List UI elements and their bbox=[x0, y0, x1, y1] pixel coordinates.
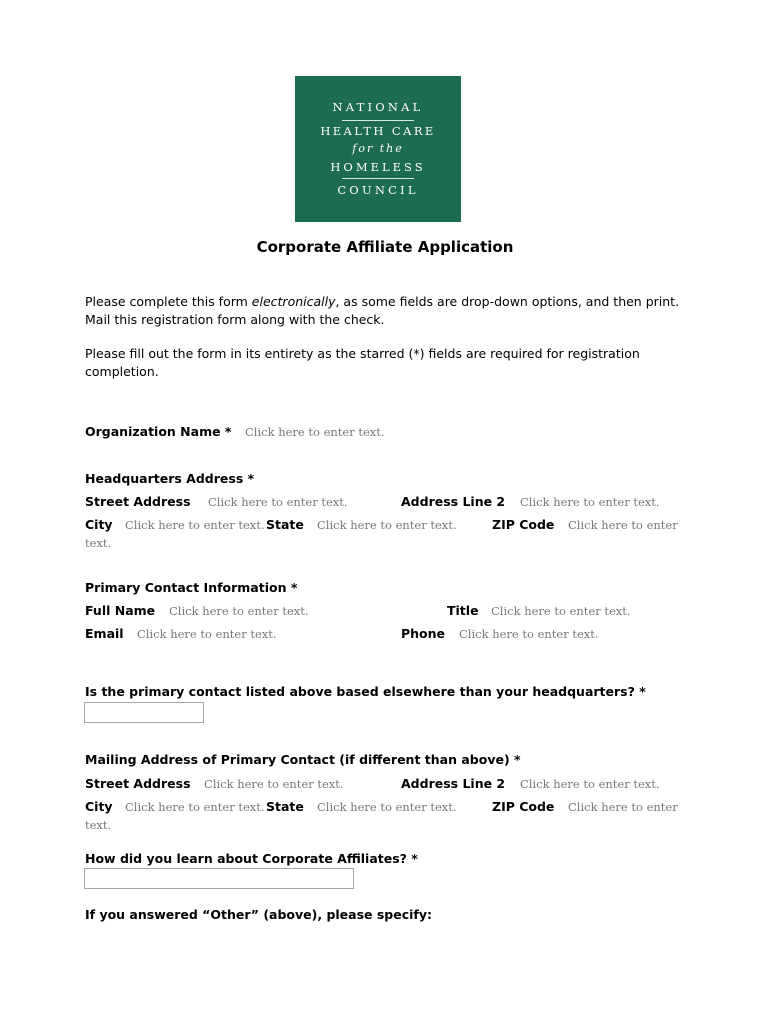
hq-zip-field[interactable]: Click here to enter bbox=[568, 518, 678, 532]
fullname-label: Full Name bbox=[85, 603, 156, 618]
hq-zip-field-wrap[interactable]: text. bbox=[85, 536, 112, 550]
mailing-state-label: State bbox=[266, 799, 304, 814]
mailing-zip-label: ZIP Code bbox=[492, 799, 555, 814]
mailing-state-field[interactable]: Click here to enter text. bbox=[317, 800, 457, 814]
intro-paragraph-2: Please fill out the form in its entirety as the starred (*) fields are required for registration completion. bbox=[85, 346, 640, 379]
council-logo bbox=[295, 76, 461, 222]
mailing-city-label: City bbox=[85, 799, 113, 814]
title-label: Title bbox=[447, 603, 479, 618]
learn-dropdown[interactable] bbox=[84, 868, 354, 889]
hq-line2-label: Address Line 2 bbox=[401, 494, 506, 509]
hq-zip-label: ZIP Code bbox=[492, 517, 555, 532]
hq-street-label: Street Address bbox=[85, 494, 191, 509]
logo-line-for-the: for the bbox=[352, 142, 404, 155]
mailing-heading: Mailing Address of Primary Contact (if different than above) * bbox=[85, 752, 521, 767]
contact-heading: Primary Contact Information * bbox=[85, 580, 298, 595]
logo-divider bbox=[342, 120, 414, 121]
hq-line2-field[interactable]: Click here to enter text. bbox=[520, 495, 660, 509]
mailing-zip-field-wrap[interactable]: text. bbox=[85, 818, 112, 832]
hq-heading: Headquarters Address * bbox=[85, 471, 255, 486]
email-field[interactable]: Click here to enter text. bbox=[137, 627, 277, 641]
mailing-line2-field[interactable]: Click here to enter text. bbox=[520, 777, 660, 791]
mailing-city-field[interactable]: Click here to enter text. bbox=[125, 800, 265, 814]
mailing-line2-label: Address Line 2 bbox=[401, 776, 506, 791]
organization-name-field[interactable]: Click here to enter text. bbox=[245, 425, 385, 439]
page-title: Corporate Affiliate Application bbox=[256, 238, 514, 256]
title-field[interactable]: Click here to enter text. bbox=[491, 604, 631, 618]
organization-name-label: Organization Name * bbox=[85, 424, 232, 439]
mailing-street-field[interactable]: Click here to enter text. bbox=[204, 777, 344, 791]
phone-field[interactable]: Click here to enter text. bbox=[459, 627, 599, 641]
fullname-field[interactable]: Click here to enter text. bbox=[169, 604, 309, 618]
mailing-zip-field[interactable]: Click here to enter bbox=[568, 800, 678, 814]
logo-line-council: COUNCIL bbox=[337, 183, 419, 197]
hq-state-field[interactable]: Click here to enter text. bbox=[317, 518, 457, 532]
intro-paragraph-1: Please complete this form electronically, as some fields are drop-down options, and then print. Mail this registration form along with the check. bbox=[85, 294, 680, 327]
hq-street-field[interactable]: Click here to enter text. bbox=[208, 495, 348, 509]
hq-city-field[interactable]: Click here to enter text. bbox=[125, 518, 265, 532]
logo-line-health-care: HEALTH CARE bbox=[320, 124, 436, 138]
email-label: Email bbox=[85, 626, 124, 641]
other-question: If you answered “Other” (above), please specify: bbox=[85, 907, 433, 922]
elsewhere-dropdown[interactable] bbox=[84, 702, 204, 723]
phone-label: Phone bbox=[401, 626, 446, 641]
elsewhere-question: Is the primary contact listed above based elsewhere than your headquarters? * bbox=[85, 684, 646, 699]
hq-state-label: State bbox=[266, 517, 304, 532]
logo-line-national: NATIONAL bbox=[332, 100, 424, 114]
learn-question: How did you learn about Corporate Affiliates? * bbox=[85, 851, 418, 866]
hq-city-label: City bbox=[85, 517, 113, 532]
logo-divider bbox=[342, 178, 414, 179]
mailing-street-label: Street Address bbox=[85, 776, 191, 791]
logo-line-homeless: HOMELESS bbox=[330, 160, 426, 174]
